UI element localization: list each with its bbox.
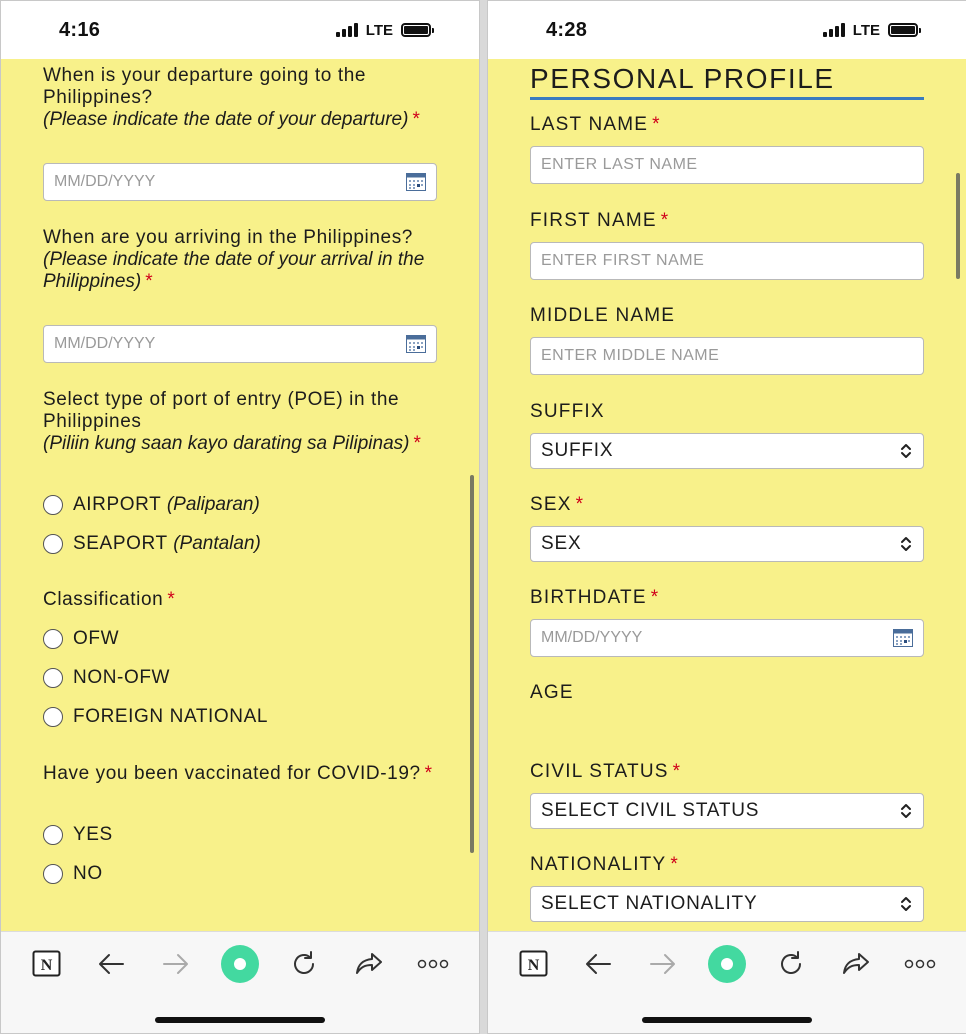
birthdate-input[interactable]: MM/DD/YYYY: [530, 619, 924, 657]
chevron-updown-icon: [899, 896, 913, 912]
radio-button[interactable]: [43, 629, 63, 649]
first-name-input[interactable]: ENTER FIRST NAME: [530, 242, 924, 280]
birthdate-label: BIRTHDATE *: [530, 587, 660, 608]
notion-icon[interactable]: [512, 942, 556, 986]
browser-toolbar: [1, 931, 479, 1033]
status-bar: [1, 1, 479, 59]
calendar-icon[interactable]: [893, 629, 913, 647]
battery-icon: [888, 23, 918, 37]
battery-icon: [401, 23, 431, 37]
status-time: 4:16: [59, 18, 101, 41]
phone-screen-travel-details: [0, 0, 480, 1034]
radio-button[interactable]: [43, 825, 63, 845]
sex-select[interactable]: SEX: [530, 526, 924, 562]
radio-airport[interactable]: AIRPORT (Paliparan): [43, 493, 437, 517]
back-arrow-icon[interactable]: [576, 942, 620, 986]
chevron-updown-icon: [899, 536, 913, 552]
arrival-date-input[interactable]: MM/DD/YYYY: [43, 325, 437, 363]
calendar-icon[interactable]: [406, 173, 426, 191]
home-circle-icon[interactable]: [218, 942, 262, 986]
back-arrow-icon[interactable]: [89, 942, 133, 986]
browser-toolbar: [488, 931, 966, 1033]
radio-button[interactable]: [43, 707, 63, 727]
suffix-select[interactable]: SUFFIX: [530, 433, 924, 469]
radio-no[interactable]: NO: [43, 862, 437, 886]
arrival-question: When are you arriving in the Philippines? (Please indicate the date of your arrival in the Philippines) *: [43, 227, 425, 292]
phone-screen-personal-profile: [487, 0, 966, 1034]
sex-label: SEX *: [530, 494, 585, 515]
poe-question: Select type of port of entry (POE) in the Philippines (Piliin kung saan kayo darating sa Pilipinas) *: [43, 389, 421, 454]
more-icon[interactable]: [898, 942, 942, 986]
status-time: 4:28: [546, 18, 588, 41]
radio-yes[interactable]: YES: [43, 823, 437, 847]
network-type: LTE: [365, 21, 393, 39]
share-icon[interactable]: [834, 942, 878, 986]
middle-name-input[interactable]: ENTER MIDDLE NAME: [530, 337, 924, 375]
section-title: PERSONAL PROFILE: [530, 63, 924, 100]
radio-foreign-national[interactable]: FOREIGN NATIONAL: [43, 705, 437, 729]
radio-button[interactable]: [43, 668, 63, 688]
chevron-updown-icon: [899, 443, 913, 459]
cellular-signal-icon: [336, 23, 358, 37]
reload-icon[interactable]: [282, 942, 326, 986]
forward-arrow-icon[interactable]: [641, 942, 685, 986]
calendar-icon[interactable]: [406, 335, 426, 353]
share-icon[interactable]: [347, 942, 391, 986]
nationality-label: NATIONALITY *: [530, 854, 679, 875]
radio-ofw[interactable]: OFW: [43, 627, 437, 651]
home-indicator[interactable]: [642, 1017, 812, 1023]
profile-form: [488, 59, 966, 931]
civil-status-select[interactable]: SELECT CIVIL STATUS: [530, 793, 924, 829]
network-type: LTE: [852, 21, 880, 39]
departure-date-input[interactable]: MM/DD/YYYY: [43, 163, 437, 201]
age-label: AGE: [530, 682, 574, 703]
scrollbar[interactable]: [470, 475, 474, 853]
reload-icon[interactable]: [769, 942, 813, 986]
travel-form: [1, 59, 479, 931]
home-indicator[interactable]: [155, 1017, 325, 1023]
scrollbar[interactable]: [956, 173, 960, 279]
status-bar: [488, 1, 966, 59]
last-name-label: LAST NAME *: [530, 114, 661, 135]
svg-text:N: N: [527, 957, 540, 974]
forward-arrow-icon[interactable]: [154, 942, 198, 986]
middle-name-label: MIDDLE NAME: [530, 305, 676, 326]
first-name-label: FIRST NAME *: [530, 210, 670, 231]
notion-icon[interactable]: [25, 942, 69, 986]
civil-status-label: CIVIL STATUS *: [530, 761, 682, 782]
vaccinated-question: Have you been vaccinated for COVID-19? *: [43, 763, 433, 784]
departure-question: When is your departure going to the Philippines? (Please indicate the date of your departure) *: [43, 65, 420, 130]
suffix-label: SUFFIX: [530, 401, 605, 422]
more-icon[interactable]: [411, 942, 455, 986]
chevron-updown-icon: [899, 803, 913, 819]
classification-question: Classification *: [43, 589, 176, 610]
radio-button[interactable]: [43, 495, 63, 515]
svg-text:N: N: [40, 957, 53, 974]
radio-button[interactable]: [43, 864, 63, 884]
last-name-input[interactable]: ENTER LAST NAME: [530, 146, 924, 184]
cellular-signal-icon: [823, 23, 845, 37]
radio-button[interactable]: [43, 534, 63, 554]
radio-seaport[interactable]: SEAPORT (Pantalan): [43, 532, 437, 556]
home-circle-icon[interactable]: [705, 942, 749, 986]
nationality-select[interactable]: SELECT NATIONALITY: [530, 886, 924, 922]
radio-non-ofw[interactable]: NON-OFW: [43, 666, 437, 690]
